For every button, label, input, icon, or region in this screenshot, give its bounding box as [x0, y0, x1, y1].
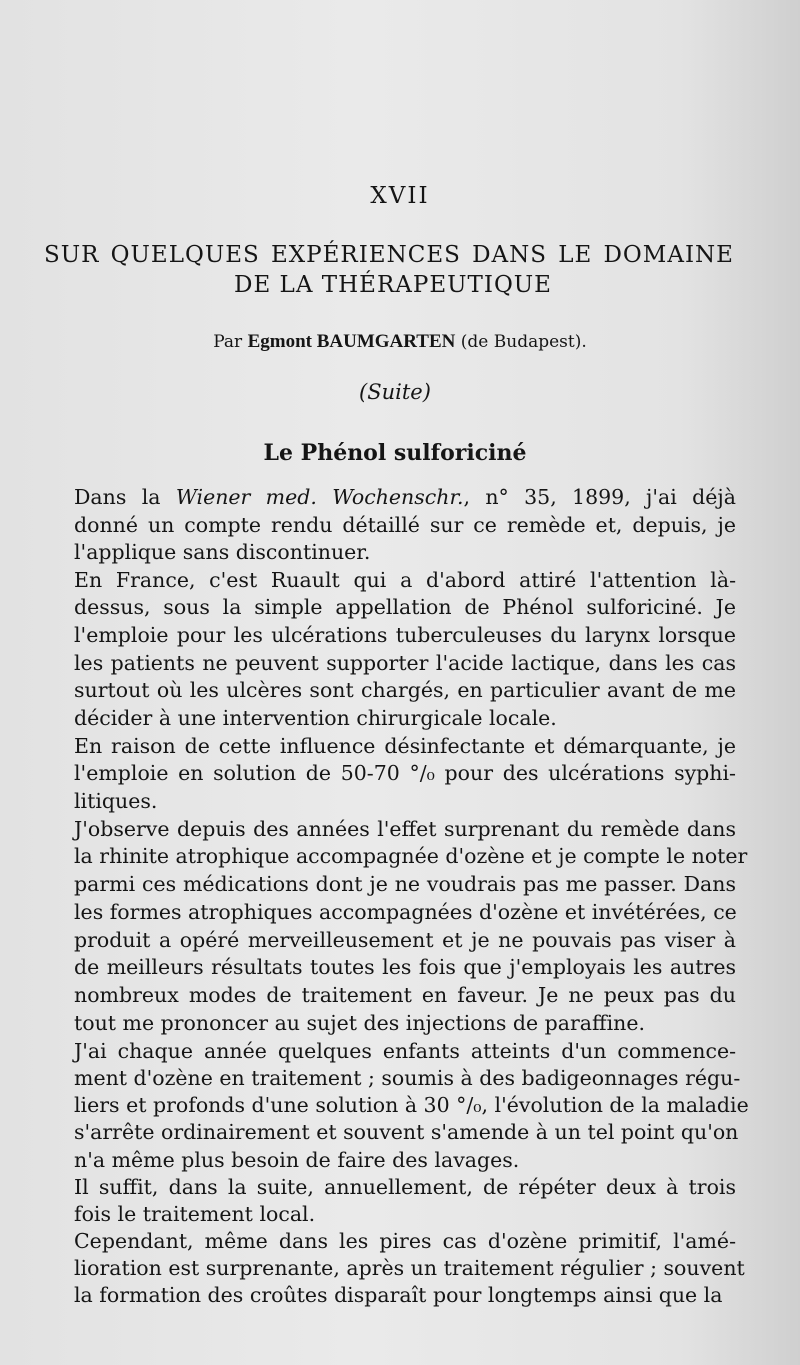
text-line: n'a même plus besoin de faire des lavages.: [74, 1147, 520, 1172]
title-word: DANS: [472, 242, 547, 268]
text-line: produit a opéré merveilleusement et je ne pouvais pas viser à: [74, 927, 736, 952]
text-line: tout me prononcer au sujet des injections de paraffine.: [74, 1011, 645, 1036]
paragraph: [48, 1174, 736, 1228]
paragraph: [48, 1038, 749, 1174]
text-line: lioration est surprenante, après un traitement régulier ; souvent: [74, 1255, 745, 1280]
text-line: les patients ne peuvent supporter l'acide lactique, dans les cas: [74, 650, 736, 675]
text-line: liers et profonds d'une solution à 30 °/₀, l'évolution de la maladie: [74, 1093, 749, 1118]
journal-title: Wiener med. Wochenschr.: [175, 485, 464, 509]
title-word: LE: [558, 242, 593, 268]
title-word: DOMAINE: [603, 242, 734, 268]
paragraph: [48, 733, 736, 816]
text-line: nombreux modes de traitement en faveur. Je ne peux pas du: [74, 983, 736, 1008]
paragraph: [48, 567, 736, 733]
text-line: En France, c'est Ruault qui a d'abord attiré l'attention là-: [74, 567, 736, 592]
text-line: J'ai chaque année quelques enfants atteints d'un commence-: [74, 1038, 736, 1063]
chapter-number: XVII: [370, 183, 430, 209]
text-line: décider à une intervention chirurgicale locale.: [74, 706, 557, 731]
chapter-title-line-2: DE LA THÉRAPEUTIQUE: [234, 272, 552, 298]
paragraph: [48, 484, 736, 567]
text-line: litiques.: [74, 788, 158, 813]
text-line: de meilleurs résultats toutes les fois que j'employais les autres: [74, 955, 736, 980]
text-line: s'arrête ordinairement et souvent s'amende à un tel point qu'on: [74, 1120, 739, 1145]
text-line: dessus, sous la simple appellation de Phénol sulforiciné. Je: [74, 595, 736, 620]
text-line: Cependant, même dans les pires cas d'ozène primitif, l'amé-: [74, 1228, 736, 1253]
paragraph: [48, 1228, 745, 1309]
body-text: [48, 484, 749, 1309]
title-word: EXPÉRIENCES: [270, 242, 461, 268]
text-line: En raison de cette influence désinfectante et démarquante, je: [74, 733, 736, 758]
text-line: Il suffit, dans la suite, annuellement, de répéter deux à trois: [74, 1174, 736, 1199]
text-line: fois le traitement local.: [74, 1201, 316, 1226]
chapter-title: [44, 240, 734, 300]
chapter-title-line-1: [44, 240, 734, 270]
text-line: l'applique sans discontinuer.: [74, 540, 371, 564]
text-line: la rhinite atrophique accompagnée d'ozène et je compte le noter: [74, 844, 748, 869]
text-line: surtout où les ulcères sont chargés, en particulier avant de me: [74, 678, 736, 703]
author-name: Egmont BAUMGARTEN: [247, 331, 456, 352]
text-line: l'emploie pour les ulcérations tuberculeuses du larynx lorsque: [74, 622, 736, 647]
author-byline: [0, 331, 800, 353]
text-line: les formes atrophiques accompagnées d'ozène et invétérées, ce: [74, 899, 737, 924]
continuation-note: (Suite): [359, 380, 431, 404]
title-word: SUR: [44, 242, 100, 268]
text-line: la formation des croûtes disparaît pour longtemps ainsi que la: [74, 1282, 723, 1307]
text-line: parmi ces médications dont je ne voudrais pas me passer. Dans: [74, 872, 736, 897]
text-line: J'observe depuis des années l'effet surprenant du remède dans: [74, 816, 736, 841]
text-line: Dans la Wiener med. Wochenschr., n° 35, 1899, j'ai déjà: [74, 485, 736, 509]
byline-affiliation: (de Budapest).: [460, 332, 587, 352]
text-line: ment d'ozène en traitement ; soumis à des badigeonnages régu-: [74, 1066, 741, 1091]
text-line: donné un compte rendu détaillé sur ce remède et, depuis, je: [74, 512, 736, 537]
section-title: Le Phénol sulforiciné: [263, 440, 527, 466]
byline-prefix: Par: [213, 332, 243, 352]
text-line: l'emploie en solution de 50-70 °/₀ pour des ulcérations syphi-: [74, 761, 736, 786]
paragraph: [48, 816, 748, 1038]
title-word: QUELQUES: [110, 242, 260, 268]
